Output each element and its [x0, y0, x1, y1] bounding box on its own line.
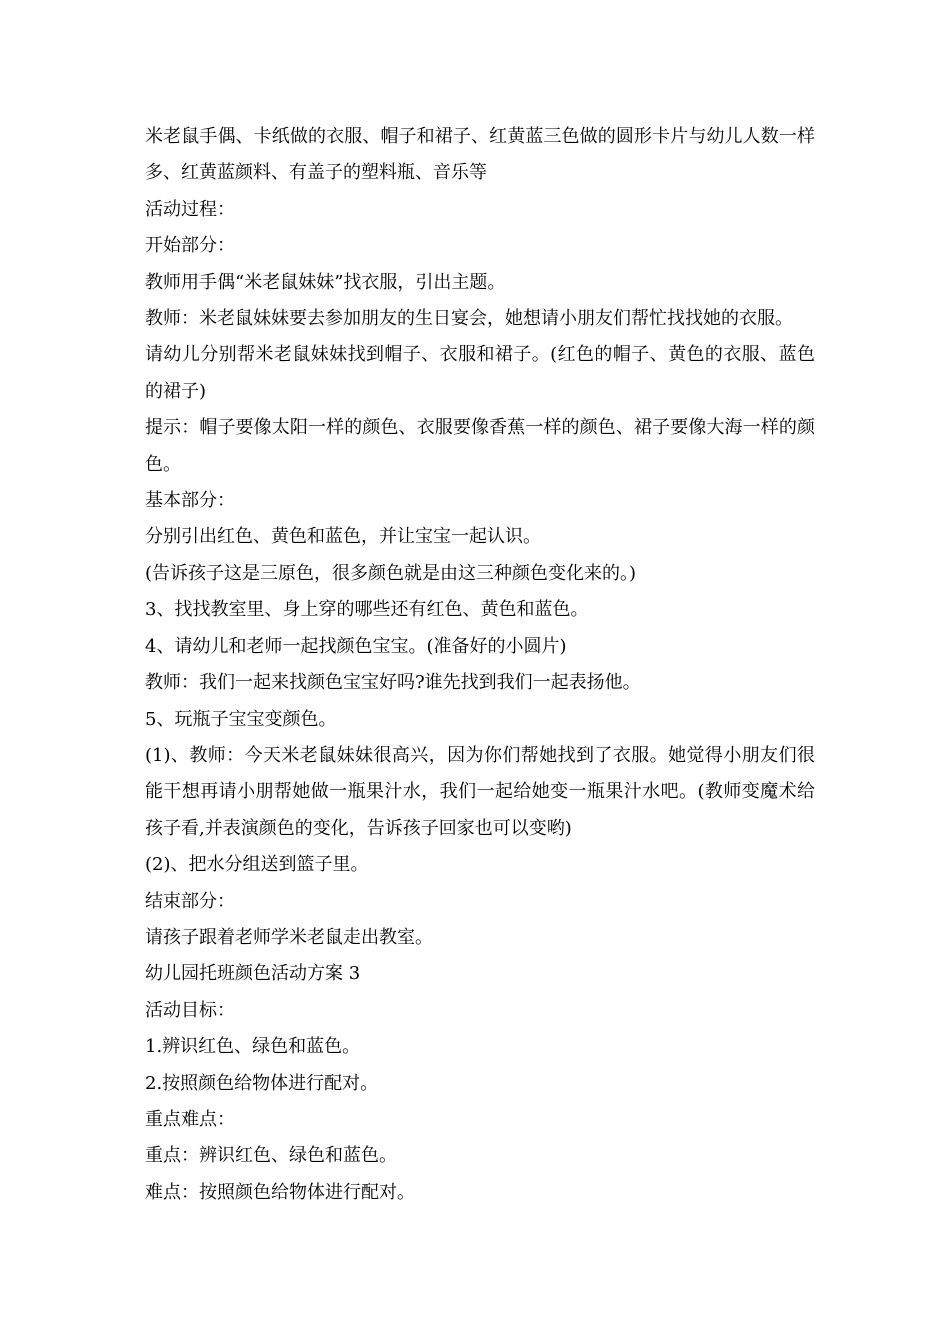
teacher-line-2: 教师：我们一起来找颜色宝宝好吗?谁先找到我们一起表扬他。 [145, 672, 641, 694]
document-body [145, 119, 815, 1211]
hint-paragraph: 提示：帽子要像太阳一样的颜色、衣服要像香蕉一样的颜色、裙子要像大海一样的颜色。 [145, 417, 815, 475]
goal-2: 2.按照颜色给物体进行配对。 [145, 1072, 379, 1094]
activity-goals-heading: 活动目标： [145, 999, 235, 1021]
basic-section-heading: 基本部分： [145, 490, 235, 512]
step-3-paragraph: 3、找找教室里、身上穿的哪些还有红色、黄色和蓝色。 [145, 599, 589, 621]
opening-section-heading: 开始部分： [145, 235, 235, 257]
activity-process-heading: 活动过程： [145, 198, 235, 220]
teacher-line-1: 教师：米老鼠妹妹要去参加朋友的生日宴会，她想请小朋友们帮忙找找她的衣服。 [145, 308, 793, 330]
find-clothes-paragraph: 请幼儿分别帮米老鼠妹妹找到帽子、衣服和裙子。(红色的帽子、黄色的衣服、蓝色的裙子) [145, 344, 815, 402]
intro-paragraph: 教师用手偶“米老鼠妹妹”找衣服，引出主题。 [145, 271, 506, 293]
key-difficulties-heading: 重点难点： [145, 1108, 235, 1130]
ending-paragraph: 请孩子跟着老师学米老鼠走出教室。 [145, 926, 433, 948]
plan-3-title: 幼儿园托班颜色活动方案 3 [145, 963, 361, 985]
ending-section-heading: 结束部分： [145, 890, 235, 912]
step-4-paragraph: 4、请幼儿和老师一起找颜色宝宝。(准备好的小圆片) [145, 635, 567, 657]
difficulty-point: 难点：按照颜色给物体进行配对。 [145, 1181, 415, 1203]
step-5-1-paragraph: (1)、教师：今天米老鼠妹妹很高兴，因为你们帮她找到了衣服。她觉得小朋友们很能干想再请小朋帮她做一瓶果汁水，我们一起给她变一瓶果汁水吧。(教师变魔术给孩子看,并表演颜色的变化，告诉孩子回家也可以变哟) [145, 744, 815, 839]
step-5-2-paragraph: (2)、把水分组送到篮子里。 [145, 854, 369, 876]
goal-1: 1.辨识红色、绿色和蓝色。 [145, 1036, 361, 1058]
materials-paragraph: 米老鼠手偶、卡纸做的衣服、帽子和裙子、红黄蓝三色做的圆形卡片与幼儿人数一样多、红黄蓝颜料、有盖子的塑料瓶、音乐等 [145, 126, 815, 184]
key-point: 重点：辨识红色、绿色和蓝色。 [145, 1145, 397, 1167]
introduce-colors-paragraph: 分别引出红色、黄色和蓝色，并让宝宝一起认识。 [145, 526, 541, 548]
primary-colors-paragraph: (告诉孩子这是三原色，很多颜色就是由这三种颜色变化来的。) [145, 562, 637, 584]
step-5-paragraph: 5、玩瓶子宝宝变颜色。 [145, 708, 337, 730]
